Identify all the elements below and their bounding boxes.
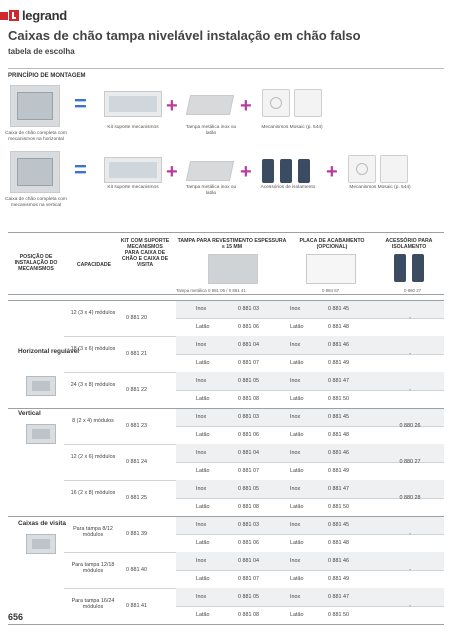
lid-ref-cell: 0 881 05 — [238, 378, 259, 384]
lid-material-cell: Latão — [196, 576, 210, 582]
data-socket-image — [380, 155, 408, 183]
plate-ref-cell: 0 881 45 — [328, 522, 349, 528]
plate-material-cell: Inox — [290, 594, 301, 600]
lid-material-cell: Inox — [196, 306, 207, 312]
group-inspection-image — [26, 534, 56, 554]
plate-ref-cell: 0 881 48 — [328, 432, 349, 438]
group-vertical-label: Vertical — [18, 410, 41, 417]
plate-material-cell: Latão — [290, 612, 304, 618]
plate-subcaption: 0 884 67 — [322, 288, 340, 293]
plate-ref-cell: 0 881 46 — [328, 342, 349, 348]
lid-subcaption: Tampa metálica 0 881 05 / 0 881 41 — [176, 288, 246, 293]
lid-ref-cell: 0 881 03 — [238, 522, 259, 528]
plate-ref-cell: 0 881 49 — [328, 468, 349, 474]
logo-text: legrand — [22, 7, 67, 23]
insulation-accessory-image — [298, 159, 310, 183]
table-bottom-rule — [8, 624, 444, 625]
accessory-ref-cell: - — [409, 387, 411, 393]
page-number: 656 — [8, 612, 24, 622]
plate-material-cell: Inox — [290, 522, 301, 528]
lid-image — [208, 254, 258, 284]
lid-ref-cell: 0 881 08 — [238, 396, 259, 402]
accessory-ref-cell: 0 880 28 — [399, 495, 421, 501]
accessory-ref-cell: 0 880 26 — [399, 423, 421, 429]
kit-support-image — [104, 91, 162, 117]
plate-material-cell: Latão — [290, 504, 304, 510]
plus-icon: + — [240, 95, 252, 117]
kit-ref-cell: 0 881 24 — [126, 459, 147, 465]
group-rule — [8, 300, 444, 301]
lid-material-cell: Latão — [196, 396, 210, 402]
kit-ref-cell: 0 881 20 — [126, 315, 147, 321]
socket-image — [348, 155, 376, 183]
col-header-kit: KIT COM SUPORTE MECANISMOS PARA CAIXA DE CHÃO E CAIXA DE VISITA — [120, 238, 170, 268]
mech-caption: Mecanismos Mosaic (p. 544) — [349, 185, 411, 190]
kit-ref-cell: 0 881 22 — [126, 387, 147, 393]
box-caption: Caixa de chão completa com mecanismos na horizontal — [5, 131, 67, 142]
floor-box-image — [10, 85, 60, 127]
group-rule — [8, 516, 444, 517]
acc-subcaption: 0 880 27 — [404, 288, 422, 293]
insulation-accessory-image — [262, 159, 274, 183]
plate-material-cell: Latão — [290, 432, 304, 438]
lid-ref-cell: 0 881 03 — [238, 414, 259, 420]
lid-material-cell: Inox — [196, 558, 207, 564]
metal-lid-image — [186, 95, 234, 115]
plate-material-cell: Latão — [290, 468, 304, 474]
plate-ref-cell: 0 881 47 — [328, 594, 349, 600]
lid-ref-cell: 0 881 08 — [238, 612, 259, 618]
plate-material-cell: Inox — [290, 450, 301, 456]
plate-material-cell: Latão — [290, 360, 304, 366]
page-title: Caixas de chão tampa nivelável instalação em chão falso — [8, 28, 361, 43]
capacity-cell: 8 (2 x 4) módulos — [72, 418, 114, 424]
capacity-cell: Para tampa 12/18 módulos — [71, 562, 115, 574]
capacity-cell: Para tampa 16/24 módulos — [71, 598, 115, 610]
col-header-lid: TAMPA PARA REVESTIMENTO ESPESSURA ≤ 15 MM — [177, 238, 287, 250]
socket-image — [262, 89, 290, 117]
mech-caption: Mecanismos Mosaic (p. 544) — [261, 125, 323, 130]
lid-ref-cell: 0 881 04 — [238, 450, 259, 456]
table-header-rule — [8, 294, 444, 295]
lid-material-cell: Inox — [196, 414, 207, 420]
insulation-accessory-image — [280, 159, 292, 183]
lid-ref-cell: 0 881 03 — [238, 306, 259, 312]
assembly-row-vertical — [5, 151, 444, 223]
accessory-ref-cell: - — [409, 531, 411, 537]
accessory-ref-cell: 0 880 27 — [399, 459, 421, 465]
lid-material-cell: Inox — [196, 594, 207, 600]
lid-material-cell: Latão — [196, 324, 210, 330]
accessory-ref-cell: - — [409, 567, 411, 573]
plate-ref-cell: 0 881 45 — [328, 414, 349, 420]
lid-material-cell: Latão — [196, 468, 210, 474]
lid-material-cell: Latão — [196, 540, 210, 546]
lid-material-cell: Latão — [196, 504, 210, 510]
lid-caption: Tampa metálica inox ou latão — [185, 125, 237, 136]
brand-accent-strip — [0, 12, 8, 20]
col-header-capacity: CAPACIDADE — [76, 262, 112, 268]
table-top-rule — [8, 232, 444, 233]
accessory-ref-cell: - — [409, 603, 411, 609]
mounting-principle — [5, 68, 444, 228]
capacity-cell: 24 (3 x 8) módulos — [70, 382, 116, 388]
plate-ref-cell: 0 881 48 — [328, 540, 349, 546]
plate-ref-cell: 0 881 47 — [328, 486, 349, 492]
kit-support-image — [104, 157, 162, 183]
lid-material-cell: Latão — [196, 432, 210, 438]
lid-ref-cell: 0 881 06 — [238, 324, 259, 330]
capacity-cell: 12 (3 x 4) módulos — [70, 310, 116, 316]
plate-material-cell: Latão — [290, 396, 304, 402]
legrand-logo-icon — [9, 10, 19, 21]
plus-icon: + — [326, 161, 338, 183]
insulation-accessory-image — [412, 254, 424, 282]
plate-ref-cell: 0 881 47 — [328, 378, 349, 384]
lid-ref-cell: 0 881 07 — [238, 576, 259, 582]
data-socket-image — [294, 89, 322, 117]
plate-image — [306, 254, 356, 284]
brand-bar — [0, 0, 452, 23]
lid-ref-cell: 0 881 07 — [238, 468, 259, 474]
assembly-row-horizontal — [5, 83, 444, 155]
lid-ref-cell: 0 881 04 — [238, 342, 259, 348]
lid-material-cell: Inox — [196, 342, 207, 348]
floor-box-image — [10, 151, 60, 193]
lid-ref-cell: 0 881 05 — [238, 486, 259, 492]
col-header-plate: PLACA DE ACABAMENTO (OPCIONAL) — [299, 238, 365, 250]
lid-ref-cell: 0 881 06 — [238, 432, 259, 438]
group-horizontal-image — [26, 376, 56, 396]
box-caption: Caixa de chão completa com mecanismos na vertical — [5, 197, 67, 208]
group-rule — [8, 408, 444, 409]
plus-icon: + — [166, 95, 178, 117]
accessory-ref-cell: - — [409, 315, 411, 321]
kit-ref-cell: 0 881 40 — [126, 567, 147, 573]
plate-material-cell: Inox — [290, 558, 301, 564]
kit-ref-cell: 0 881 39 — [126, 531, 147, 537]
lid-material-cell: Inox — [196, 378, 207, 384]
lid-ref-cell: 0 881 05 — [238, 594, 259, 600]
lid-material-cell: Inox — [196, 486, 207, 492]
plus-icon: + — [240, 161, 252, 183]
plate-ref-cell: 0 881 50 — [328, 612, 349, 618]
plate-ref-cell: 0 881 50 — [328, 504, 349, 510]
acc-caption: Acessórios de isolamento — [260, 185, 316, 190]
group-horizontal-label: Horizontal regulável — [18, 348, 80, 355]
plate-ref-cell: 0 881 50 — [328, 396, 349, 402]
group-inspection-label: Caixas de visita — [18, 520, 66, 527]
capacity-cell: 18 (3 x 6) módulos — [70, 346, 116, 352]
plate-ref-cell: 0 881 49 — [328, 576, 349, 582]
equals-icon: = — [74, 157, 87, 182]
plate-material-cell: Inox — [290, 486, 301, 492]
accessory-ref-cell: - — [409, 351, 411, 357]
plus-icon: + — [166, 161, 178, 183]
lid-caption: Tampa metálica inox ou latão — [185, 185, 237, 196]
lid-ref-cell: 0 881 08 — [238, 504, 259, 510]
legrand-logo — [9, 8, 67, 22]
kit-ref-cell: 0 881 21 — [126, 351, 147, 357]
plate-material-cell: Inox — [290, 342, 301, 348]
plate-ref-cell: 0 881 46 — [328, 450, 349, 456]
metal-lid-image — [186, 161, 234, 181]
plate-material-cell: Inox — [290, 306, 301, 312]
kit-ref-cell: 0 881 25 — [126, 495, 147, 501]
insulation-accessory-image — [394, 254, 406, 282]
lid-ref-cell: 0 881 06 — [238, 540, 259, 546]
plate-material-cell: Latão — [290, 324, 304, 330]
lid-ref-cell: 0 881 04 — [238, 558, 259, 564]
capacity-cell: 12 (2 x 6) módulos — [70, 454, 116, 460]
kit-caption: Kit suporte mecanismos — [107, 185, 159, 190]
lid-material-cell: Inox — [196, 522, 207, 528]
capacity-cell: 16 (2 x 8) módulos — [70, 490, 116, 496]
plate-ref-cell: 0 881 49 — [328, 360, 349, 366]
plate-ref-cell: 0 881 46 — [328, 558, 349, 564]
page-subtitle: tabela de escolha — [8, 47, 75, 56]
mounting-label: PRINCÍPIO DE MONTAGEM — [8, 73, 86, 79]
lid-ref-cell: 0 881 07 — [238, 360, 259, 366]
equals-icon: = — [74, 91, 87, 116]
lid-material-cell: Latão — [196, 612, 210, 618]
plate-material-cell: Latão — [290, 576, 304, 582]
kit-caption: Kit suporte mecanismos — [107, 125, 159, 130]
kit-ref-cell: 0 881 41 — [126, 603, 147, 609]
plate-material-cell: Latão — [290, 540, 304, 546]
plate-ref-cell: 0 881 45 — [328, 306, 349, 312]
plate-ref-cell: 0 881 48 — [328, 324, 349, 330]
group-vertical-image — [26, 424, 56, 444]
lid-material-cell: Inox — [196, 450, 207, 456]
plate-material-cell: Inox — [290, 414, 301, 420]
lid-material-cell: Latão — [196, 360, 210, 366]
plate-material-cell: Inox — [290, 378, 301, 384]
kit-ref-cell: 0 881 23 — [126, 423, 147, 429]
col-header-position: POSIÇÃO DE INSTALAÇÃO DO MECANISMOS — [14, 254, 58, 272]
capacity-cell: Para tampa 8/12 módulos — [73, 526, 113, 538]
col-header-accessory: ACESSÓRIO PARA ISOLAMENTO — [385, 238, 433, 250]
